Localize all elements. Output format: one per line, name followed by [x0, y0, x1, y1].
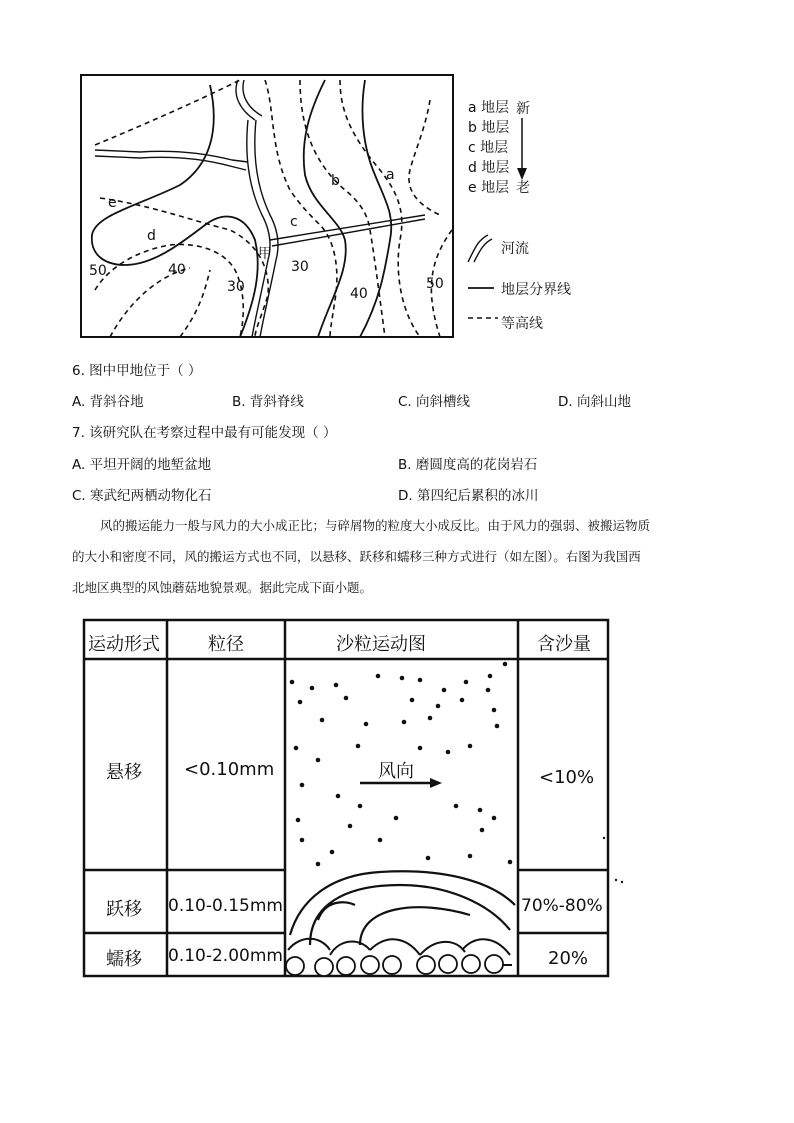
contour-label-40b: 40: [350, 286, 368, 302]
legend-boundary-label: 地层分界线: [501, 282, 571, 298]
age-new-label: 新: [516, 101, 530, 117]
q6-option-a[interactable]: A. 背斜谷地: [72, 394, 144, 410]
map-label-a: a: [386, 167, 395, 183]
row-creep-content: 20%: [548, 948, 589, 969]
row-suspension-content: <10%: [539, 767, 595, 788]
strata-legend-d: d 地层: [468, 160, 510, 176]
sand-transport-table: [0, 600, 794, 990]
contour-label-50: 50: [89, 263, 107, 279]
age-old-label: 老: [516, 180, 530, 196]
q6-option-c[interactable]: C. 向斜槽线: [398, 394, 471, 410]
passage-line-3: 北地区典型的风蚀蘑菇地貌景观。据此完成下面小题。: [72, 580, 373, 595]
header-form: 运动形式: [88, 634, 160, 655]
row-creep-form: 蠕移: [106, 949, 142, 970]
row-suspension-form: 悬移: [106, 762, 142, 783]
row-saltation-content: 70%-80%: [521, 896, 603, 916]
passage-line-2: 的大小和密度不同，风的搬运方式也不同，以悬移、跃移和蠕移三种方式进行（如左图）。右图为我国西: [72, 549, 641, 564]
map-label-d: d: [147, 228, 156, 244]
contour-label-50b: 50: [426, 276, 444, 292]
contour-label-30b: 30: [291, 259, 309, 275]
row-suspension-size: <0.10mm: [184, 759, 275, 780]
contour-label-30: 30: [227, 279, 245, 295]
row-saltation-size: 0.10-0.15mm: [168, 896, 283, 916]
strata-legend-e: e 地层: [468, 180, 510, 196]
q7-stem: 7. 该研究队在考察过程中最有可能发现（ ）: [72, 425, 337, 441]
legend-river-label: 河流: [501, 241, 529, 257]
contour-label-40: 40: [168, 262, 186, 278]
map-label-b: b: [331, 173, 340, 189]
q6-option-b[interactable]: B. 背斜脊线: [232, 394, 304, 410]
header-content: 含沙量: [537, 634, 591, 655]
strata-legend: [468, 98, 509, 198]
header-diagram: 沙粒运动图: [336, 634, 426, 655]
row-saltation-form: 跃移: [106, 899, 142, 920]
q6-option-d[interactable]: D. 向斜山地: [558, 394, 631, 410]
q7-option-d[interactable]: D. 第四纪后累积的冰川: [398, 488, 539, 504]
map-label-c: c: [290, 214, 298, 230]
q7-option-a[interactable]: A. 平坦开阔的地堑盆地: [72, 457, 212, 473]
strata-legend-c: c 地层: [468, 140, 509, 156]
passage-line-1: 风的搬运能力一般与风力的大小成正比；与碎屑物的粒度大小成反比。由于风力的强弱、被搬运物质: [100, 518, 651, 533]
q7-option-b[interactable]: B. 磨圆度高的花岗岩石: [398, 457, 538, 473]
q7-option-c[interactable]: C. 寒武纪两栖动物化石: [72, 488, 212, 504]
wind-direction-label: 风向: [378, 761, 414, 782]
legend-contour-label: 等高线: [501, 316, 543, 332]
q6-stem: 6. 图中甲地位于（ ）: [72, 363, 202, 379]
strata-legend-b: b 地层: [468, 120, 510, 136]
strata-legend-a: a 地层: [468, 100, 510, 116]
header-size: 粒径: [208, 634, 244, 655]
row-creep-size: 0.10-2.00mm: [168, 946, 283, 966]
map-label-e: e: [108, 195, 117, 211]
map-label-jia: 甲: [258, 246, 272, 262]
geologic-map: [0, 0, 794, 345]
